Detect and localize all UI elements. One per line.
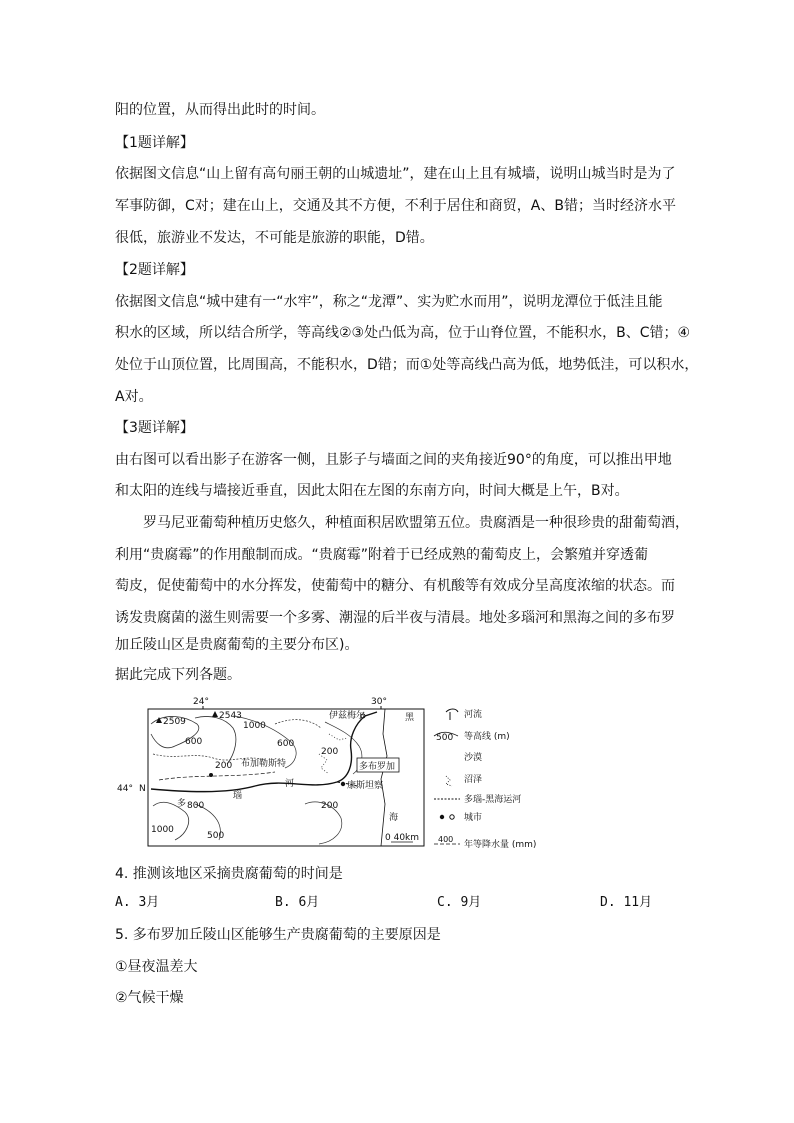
north-label: N <box>139 784 146 794</box>
peak-label-2: 2543 <box>219 711 242 721</box>
question-4-option-a[interactable]: A. 3月 <box>115 895 160 910</box>
text-line-16: 萄皮，促使葡萄中的水分挥发，使葡萄中的糖分、有机酸等有效成分呈高度浓缩的状态。而 <box>115 578 675 594</box>
contour-label-1000b: 1000 <box>151 825 174 835</box>
legend-400-label: 400 <box>438 835 454 844</box>
contour-label-600b: 600 <box>277 739 295 749</box>
contour-label-200b: 200 <box>321 747 339 757</box>
city-constanta: 康斯坦察 <box>347 781 384 791</box>
legend-500-label: 500 <box>436 733 454 743</box>
peak-label-1: 2509 <box>163 717 186 727</box>
legend-canal: 多瑙-黑海运河 <box>464 795 522 805</box>
section-heading-3: 【3题详解】 <box>115 420 194 436</box>
question-4-stem: 4. 推测该地区采摘贵腐葡萄的时间是 <box>115 866 343 882</box>
text-line-8: 积水的区域，所以结合所学，等高线②③处凸低为高，位于山脊位置，不能积水，B、C错；④ <box>115 325 691 341</box>
river-label-duo: 多 <box>177 799 187 809</box>
question-5-choice-2: ②气候干燥 <box>115 990 184 1006</box>
text-line-17: 诱发贵腐菌的滋生则需要一个多雾、潮湿的后半夜与清晨。地处多瑙河和黑海之间的多布罗 <box>115 610 675 626</box>
section-heading-2: 【2题详解】 <box>115 262 194 278</box>
text-line-3: 依据图文信息“山上留有高句丽王朝的山城遗址”，建在山上且有城墙，说明山城当时是为了 <box>115 166 676 182</box>
dobrogea-map <box>115 694 435 854</box>
lon-right-label: 30° <box>371 697 387 707</box>
region-dobrogea: 多布罗加 <box>359 762 396 772</box>
map-legend <box>430 704 560 834</box>
contour-label-1000a: 1000 <box>243 721 266 731</box>
contour-label-500: 500 <box>207 831 225 841</box>
text-line-14: 罗马尼亚葡萄种植历史悠久，种植面积居欧盟第五位。贵腐酒是一种很珍贵的甜葡萄酒， <box>143 515 689 531</box>
text-line-12: 由右图可以看出影子在游客一侧，且影子与墙面之间的夹角接近90°的角度，可以推出甲地 <box>115 452 672 468</box>
question-4-option-c[interactable]: C. 9月 <box>437 895 482 910</box>
question-5-stem: 5. 多布罗加丘陵山区能够生产贵腐葡萄的主要原因是 <box>115 927 441 943</box>
text-line-15: 利用“贵腐霉”的作用酿制而成。“贵腐霉”附着于已经成熟的葡萄皮上，会繁殖并穿透葡 <box>115 547 649 563</box>
river-label-nao: 瑙 <box>233 791 243 801</box>
question-4-option-d[interactable]: D. 11月 <box>600 895 653 910</box>
legend-contour: 等高线 (m) <box>464 732 510 742</box>
question-4-option-b[interactable]: B. 6月 <box>275 895 320 910</box>
text-line-13: 和太阳的连线与墙接近垂直，因此太阳在左图的东南方向，时间大概是上午，B对。 <box>115 483 629 499</box>
city-iasi: 伊兹梅尔 <box>329 711 366 721</box>
text-line-10: A对。 <box>115 389 153 405</box>
text-line-9: 处位于山顶位置，比周围高，不能积水，D错；而①处等高线凸高为低，地势低洼，可以积水， <box>115 357 699 373</box>
text-line-4: 军事防御，C对；建在山上，交通及其不方便，不利于居住和商贸，A、B错；当时经济水平 <box>115 198 676 214</box>
scale-bar-label: 0 40km <box>385 833 420 843</box>
legend-city: 城市 <box>464 813 483 823</box>
contour-label-200a: 200 <box>215 761 233 771</box>
text-line-5: 很低，旅游业不发达，不可能是旅游的职能，D错。 <box>115 230 434 246</box>
city-bucharest: 布加勒斯特 <box>241 759 287 769</box>
contour-label-200c: 200 <box>321 801 339 811</box>
text-line-1: 阳的位置，从而得出此时的时间。 <box>115 102 325 118</box>
text-line-18: 加丘陵山区是贵腐葡萄的主要分布区)。 <box>115 637 359 653</box>
text-line-7: 依据图文信息“城中建有一“水牢”，称之“龙潭”、实为贮水而用”，说明龙潭位于低洼且能 <box>115 294 663 310</box>
contour-label-800: 800 <box>187 801 205 811</box>
lon-left-label: 24° <box>193 697 209 707</box>
legend-marsh: 沼泽 <box>464 775 483 785</box>
contour-label-600a: 600 <box>185 737 203 747</box>
sea-label-hei: 黑 <box>405 713 415 723</box>
map-legend-isohyet <box>430 834 560 854</box>
lat-label: 44° <box>117 784 133 794</box>
legend-isohyet: 年等降水量 (mm) <box>464 840 537 850</box>
text-line-19: 据此完成下列各题。 <box>115 667 241 683</box>
river-label-he: 河 <box>285 779 295 789</box>
sea-label-hai: 海 <box>389 813 399 823</box>
section-heading-1: 【1题详解】 <box>115 135 194 151</box>
question-5-choice-1: ①昼夜温差大 <box>115 959 198 975</box>
legend-desert: 沙漠 <box>464 753 483 763</box>
legend-river: 河流 <box>464 710 483 720</box>
